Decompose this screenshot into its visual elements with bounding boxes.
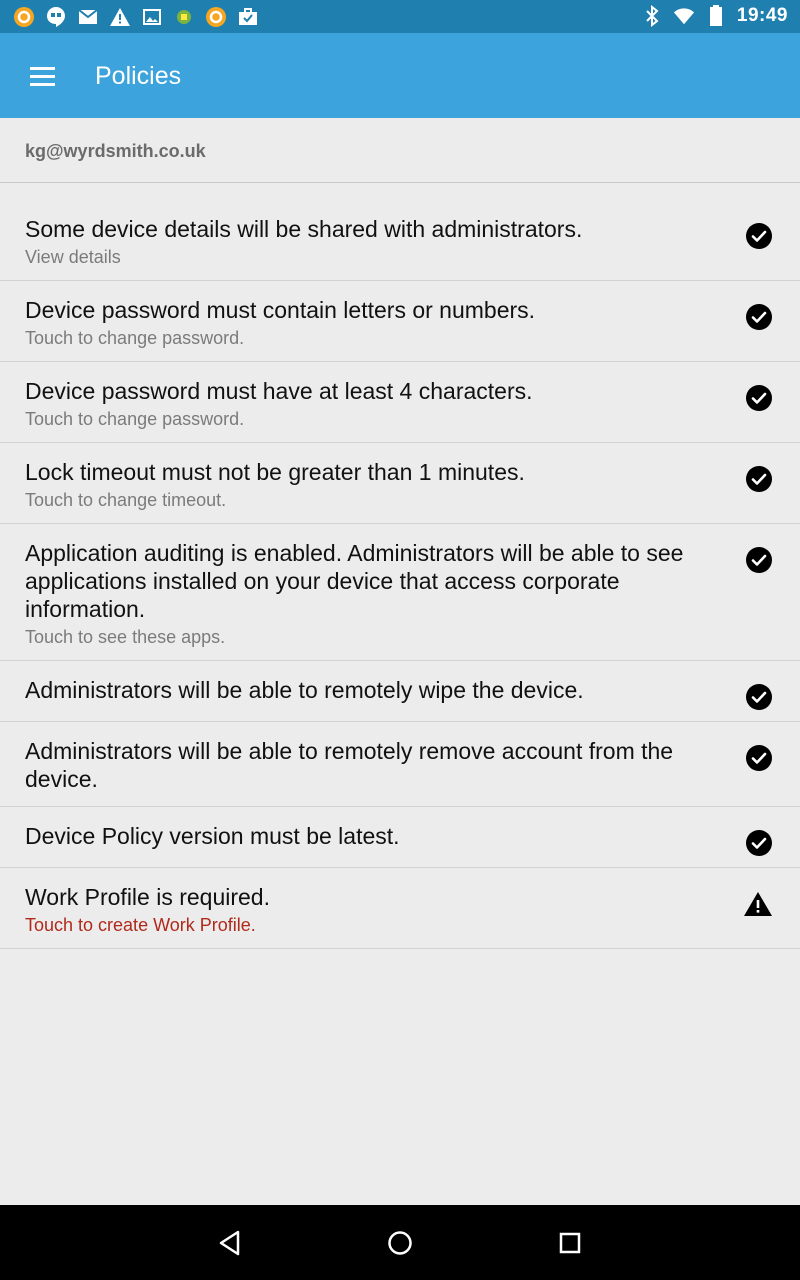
account-header <box>0 118 800 183</box>
policy-action: Touch to see these apps. <box>25 627 226 647</box>
check-circle-icon <box>745 465 773 493</box>
menu-icon[interactable] <box>25 61 61 91</box>
check-circle-icon <box>745 744 773 772</box>
wifi-icon <box>673 5 695 27</box>
policy-title: Lock timeout must not be greater than 1 minutes. <box>25 459 525 485</box>
policy-row[interactable] <box>0 281 800 362</box>
back-icon[interactable] <box>212 1225 248 1261</box>
policy-action: Touch to change timeout. <box>25 490 227 510</box>
policy-row[interactable] <box>0 661 800 722</box>
policy-action: Touch to create Work Profile. <box>25 915 256 935</box>
recents-icon[interactable] <box>552 1225 588 1261</box>
navigation-bar <box>0 1205 800 1280</box>
app-bar <box>0 33 800 118</box>
status-bar <box>0 0 800 33</box>
page-title: Policies <box>95 62 182 90</box>
check-circle-icon <box>745 384 773 412</box>
notification-icons <box>13 6 259 28</box>
policy-row[interactable] <box>0 807 800 868</box>
policy-action: View details <box>25 247 121 267</box>
bluetooth-icon <box>641 5 663 27</box>
policy-title: Device password must have at least 4 characters. <box>25 378 533 404</box>
work-briefcase-icon <box>237 6 259 28</box>
policy-title: Device password must contain letters or numbers. <box>25 297 536 323</box>
home-icon[interactable] <box>382 1225 418 1261</box>
policy-title: Device Policy version must be latest. <box>25 823 400 849</box>
policy-row[interactable] <box>0 722 800 807</box>
policy-row[interactable] <box>0 200 800 281</box>
hangouts-icon <box>45 6 67 28</box>
policy-action: Touch to change password. <box>25 409 245 429</box>
policy-row[interactable] <box>0 362 800 443</box>
account-email: kg@wyrdsmith.co.uk <box>25 141 206 161</box>
orange-circle-icon <box>13 6 35 28</box>
check-circle-icon <box>745 222 773 250</box>
policy-title: Application auditing is enabled. Administrators will be able to see applications installed on your device that access corporate information. <box>25 540 684 622</box>
check-circle-icon <box>745 829 773 857</box>
status-time: 19:49 <box>736 5 788 26</box>
gmail-icon <box>77 6 99 28</box>
check-circle-icon <box>745 683 773 711</box>
battery-icon <box>705 5 727 27</box>
policy-title: Some device details will be shared with administrators. <box>25 216 583 242</box>
policy-title: Administrators will be able to remotely wipe the device. <box>25 677 584 703</box>
policy-title: Work Profile is required. <box>25 884 270 910</box>
orange-circle-icon <box>205 6 227 28</box>
android-icon <box>173 6 195 28</box>
policy-row[interactable] <box>0 524 800 661</box>
warning-icon <box>109 6 131 28</box>
check-circle-icon <box>745 303 773 331</box>
policy-title: Administrators will be able to remotely remove account from the device. <box>25 738 674 792</box>
policy-row[interactable] <box>0 868 800 949</box>
image-icon <box>141 6 163 28</box>
policy-row[interactable] <box>0 443 800 524</box>
policy-list <box>0 200 800 949</box>
warning-icon <box>743 890 773 918</box>
policy-action: Touch to change password. <box>25 328 245 348</box>
check-circle-icon <box>745 546 773 574</box>
system-icons <box>641 5 788 27</box>
